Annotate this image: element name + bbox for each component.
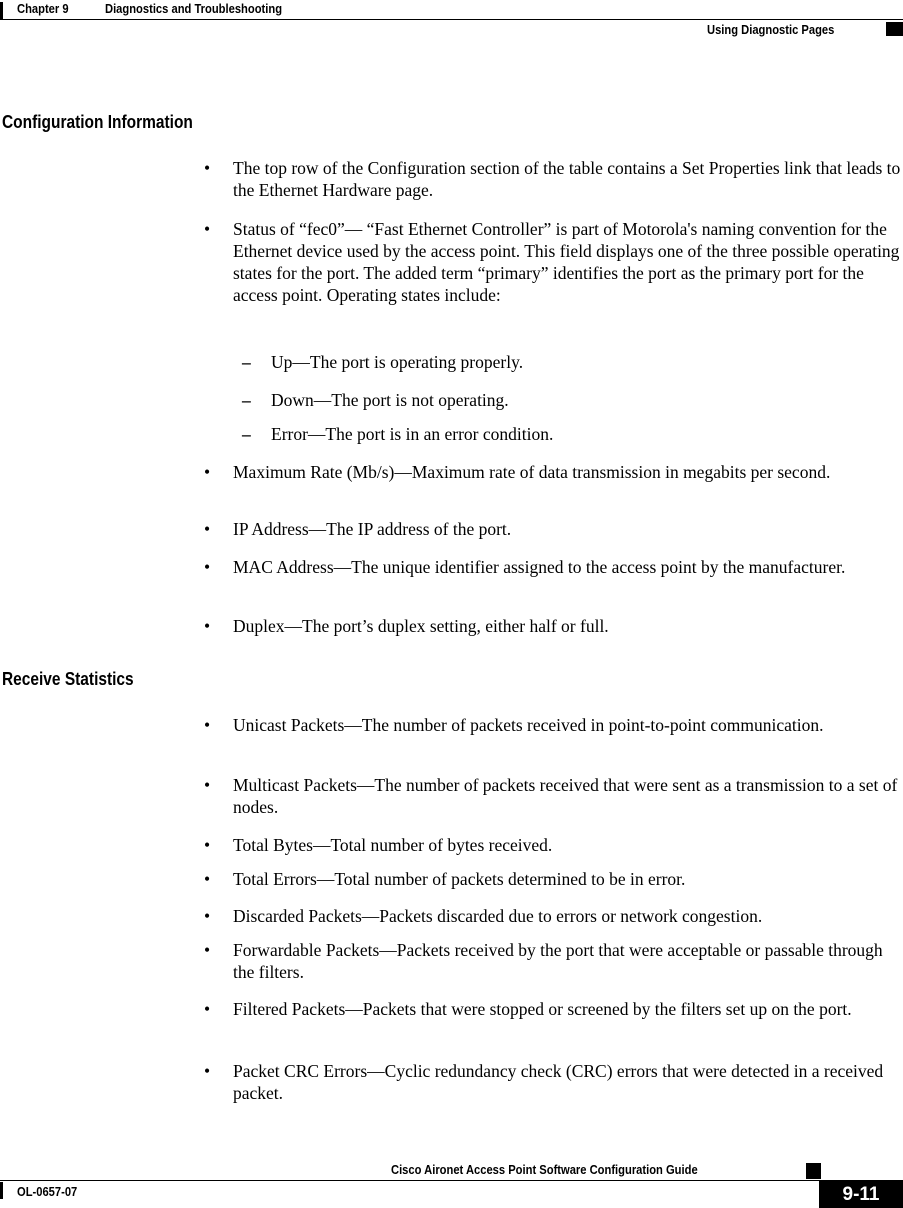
- list-item: [204, 1060, 903, 1104]
- page-number: 9-11: [842, 1184, 880, 1205]
- bullet-icon: •: [204, 999, 211, 1019]
- dash-icon: –: [242, 390, 251, 410]
- bullet-icon: •: [204, 869, 211, 889]
- list-item-text: Forwardable Packets—Packets received by the port that were acceptable or passable through the filters.: [233, 940, 883, 982]
- dash-icon: –: [242, 424, 251, 444]
- list-item: [204, 556, 903, 578]
- list-item: [204, 939, 903, 983]
- header-rule: [0, 19, 903, 20]
- footer-guide-title: Cisco Aironet Access Point Software Configuration Guide: [391, 1162, 698, 1177]
- list-item-text: Total Bytes—Total number of bytes received.: [233, 835, 553, 855]
- list-item: [204, 518, 903, 540]
- bullet-icon: •: [204, 835, 211, 855]
- footer-left-bar: [0, 1182, 3, 1199]
- list-item: [204, 774, 903, 818]
- bullet-icon: •: [204, 557, 211, 577]
- list-item: [204, 834, 903, 856]
- list-item-text: The top row of the Configuration section of the table contains a Set Properties link that leads to the Ethernet Hardware page.: [233, 158, 901, 200]
- list-item-text: Filtered Packets—Packets that were stopped or screened by the filters set up on the port.: [233, 999, 852, 1019]
- list-item: [204, 157, 903, 201]
- list-item-text: Multicast Packets—The number of packets received that were sent as a transmission to a set of nodes.: [233, 775, 898, 817]
- header-chapter-title: Diagnostics and Troubleshooting: [105, 1, 283, 16]
- header-chapter: Chapter 9: [17, 1, 69, 16]
- sub-list-item-text: Up—The port is operating properly.: [271, 352, 524, 372]
- bullet-icon: •: [204, 519, 211, 539]
- bullet-icon: •: [204, 616, 211, 636]
- list-item: [204, 714, 903, 736]
- footer-top-block: [806, 1163, 821, 1179]
- sub-list-item-text: Down—The port is not operating.: [271, 390, 509, 410]
- list-item-text: Discarded Packets—Packets discarded due to errors or network congestion.: [233, 906, 763, 926]
- list-item-text: Maximum Rate (Mb/s)—Maximum rate of data transmission in megabits per second.: [233, 462, 831, 482]
- list-item: [204, 218, 903, 306]
- list-item-text: Total Errors—Total number of packets determined to be in error.: [233, 869, 686, 889]
- bullet-icon: •: [204, 715, 211, 735]
- sub-list-item: [242, 389, 509, 411]
- bullet-icon: •: [204, 775, 211, 795]
- list-item-text: Status of “fec0”— “Fast Ethernet Controller” is part of Motorola's naming convention for the Ethernet device used by the access point. This field displays one of the three possible operating states for the port. The added term “primary” identifies the port as the primary port for the access point. Operating states include:: [233, 219, 900, 305]
- sub-list-item: [242, 423, 554, 445]
- bullet-icon: •: [204, 1061, 211, 1081]
- bullet-icon: •: [204, 219, 211, 239]
- list-item-text: IP Address—The IP address of the port.: [233, 519, 512, 539]
- header-right-block: [886, 22, 903, 36]
- list-item: [204, 905, 903, 927]
- header-left-bar: [0, 2, 3, 19]
- page-number-badge: [819, 1181, 903, 1208]
- section-title-configuration: Configuration Information: [2, 112, 193, 132]
- list-item: [204, 998, 903, 1020]
- bullet-icon: •: [204, 906, 211, 926]
- footer-rule: [0, 1180, 903, 1181]
- list-item-text: Packet CRC Errors—Cyclic redundancy check (CRC) errors that were detected in a received packet.: [233, 1061, 884, 1103]
- list-item: [204, 868, 903, 890]
- list-item-text: MAC Address—The unique identifier assigned to the access point by the manufacturer.: [233, 557, 846, 577]
- bullet-icon: •: [204, 940, 211, 960]
- list-item-text: Duplex—The port’s duplex setting, either half or full.: [233, 616, 609, 636]
- dash-icon: –: [242, 352, 251, 372]
- list-item: [204, 461, 903, 483]
- bullet-icon: •: [204, 158, 211, 178]
- section-title-receive-statistics: Receive Statistics: [2, 669, 134, 689]
- sub-list-item: [242, 351, 524, 373]
- sub-list-item-text: Error—The port is in an error condition.: [271, 424, 554, 444]
- list-item-text: Unicast Packets—The number of packets received in point-to-point communication.: [233, 715, 824, 735]
- footer-doc-number: OL-0657-07: [17, 1184, 78, 1199]
- header-section: Using Diagnostic Pages: [707, 22, 835, 37]
- list-item: [204, 615, 903, 637]
- bullet-icon: •: [204, 462, 211, 482]
